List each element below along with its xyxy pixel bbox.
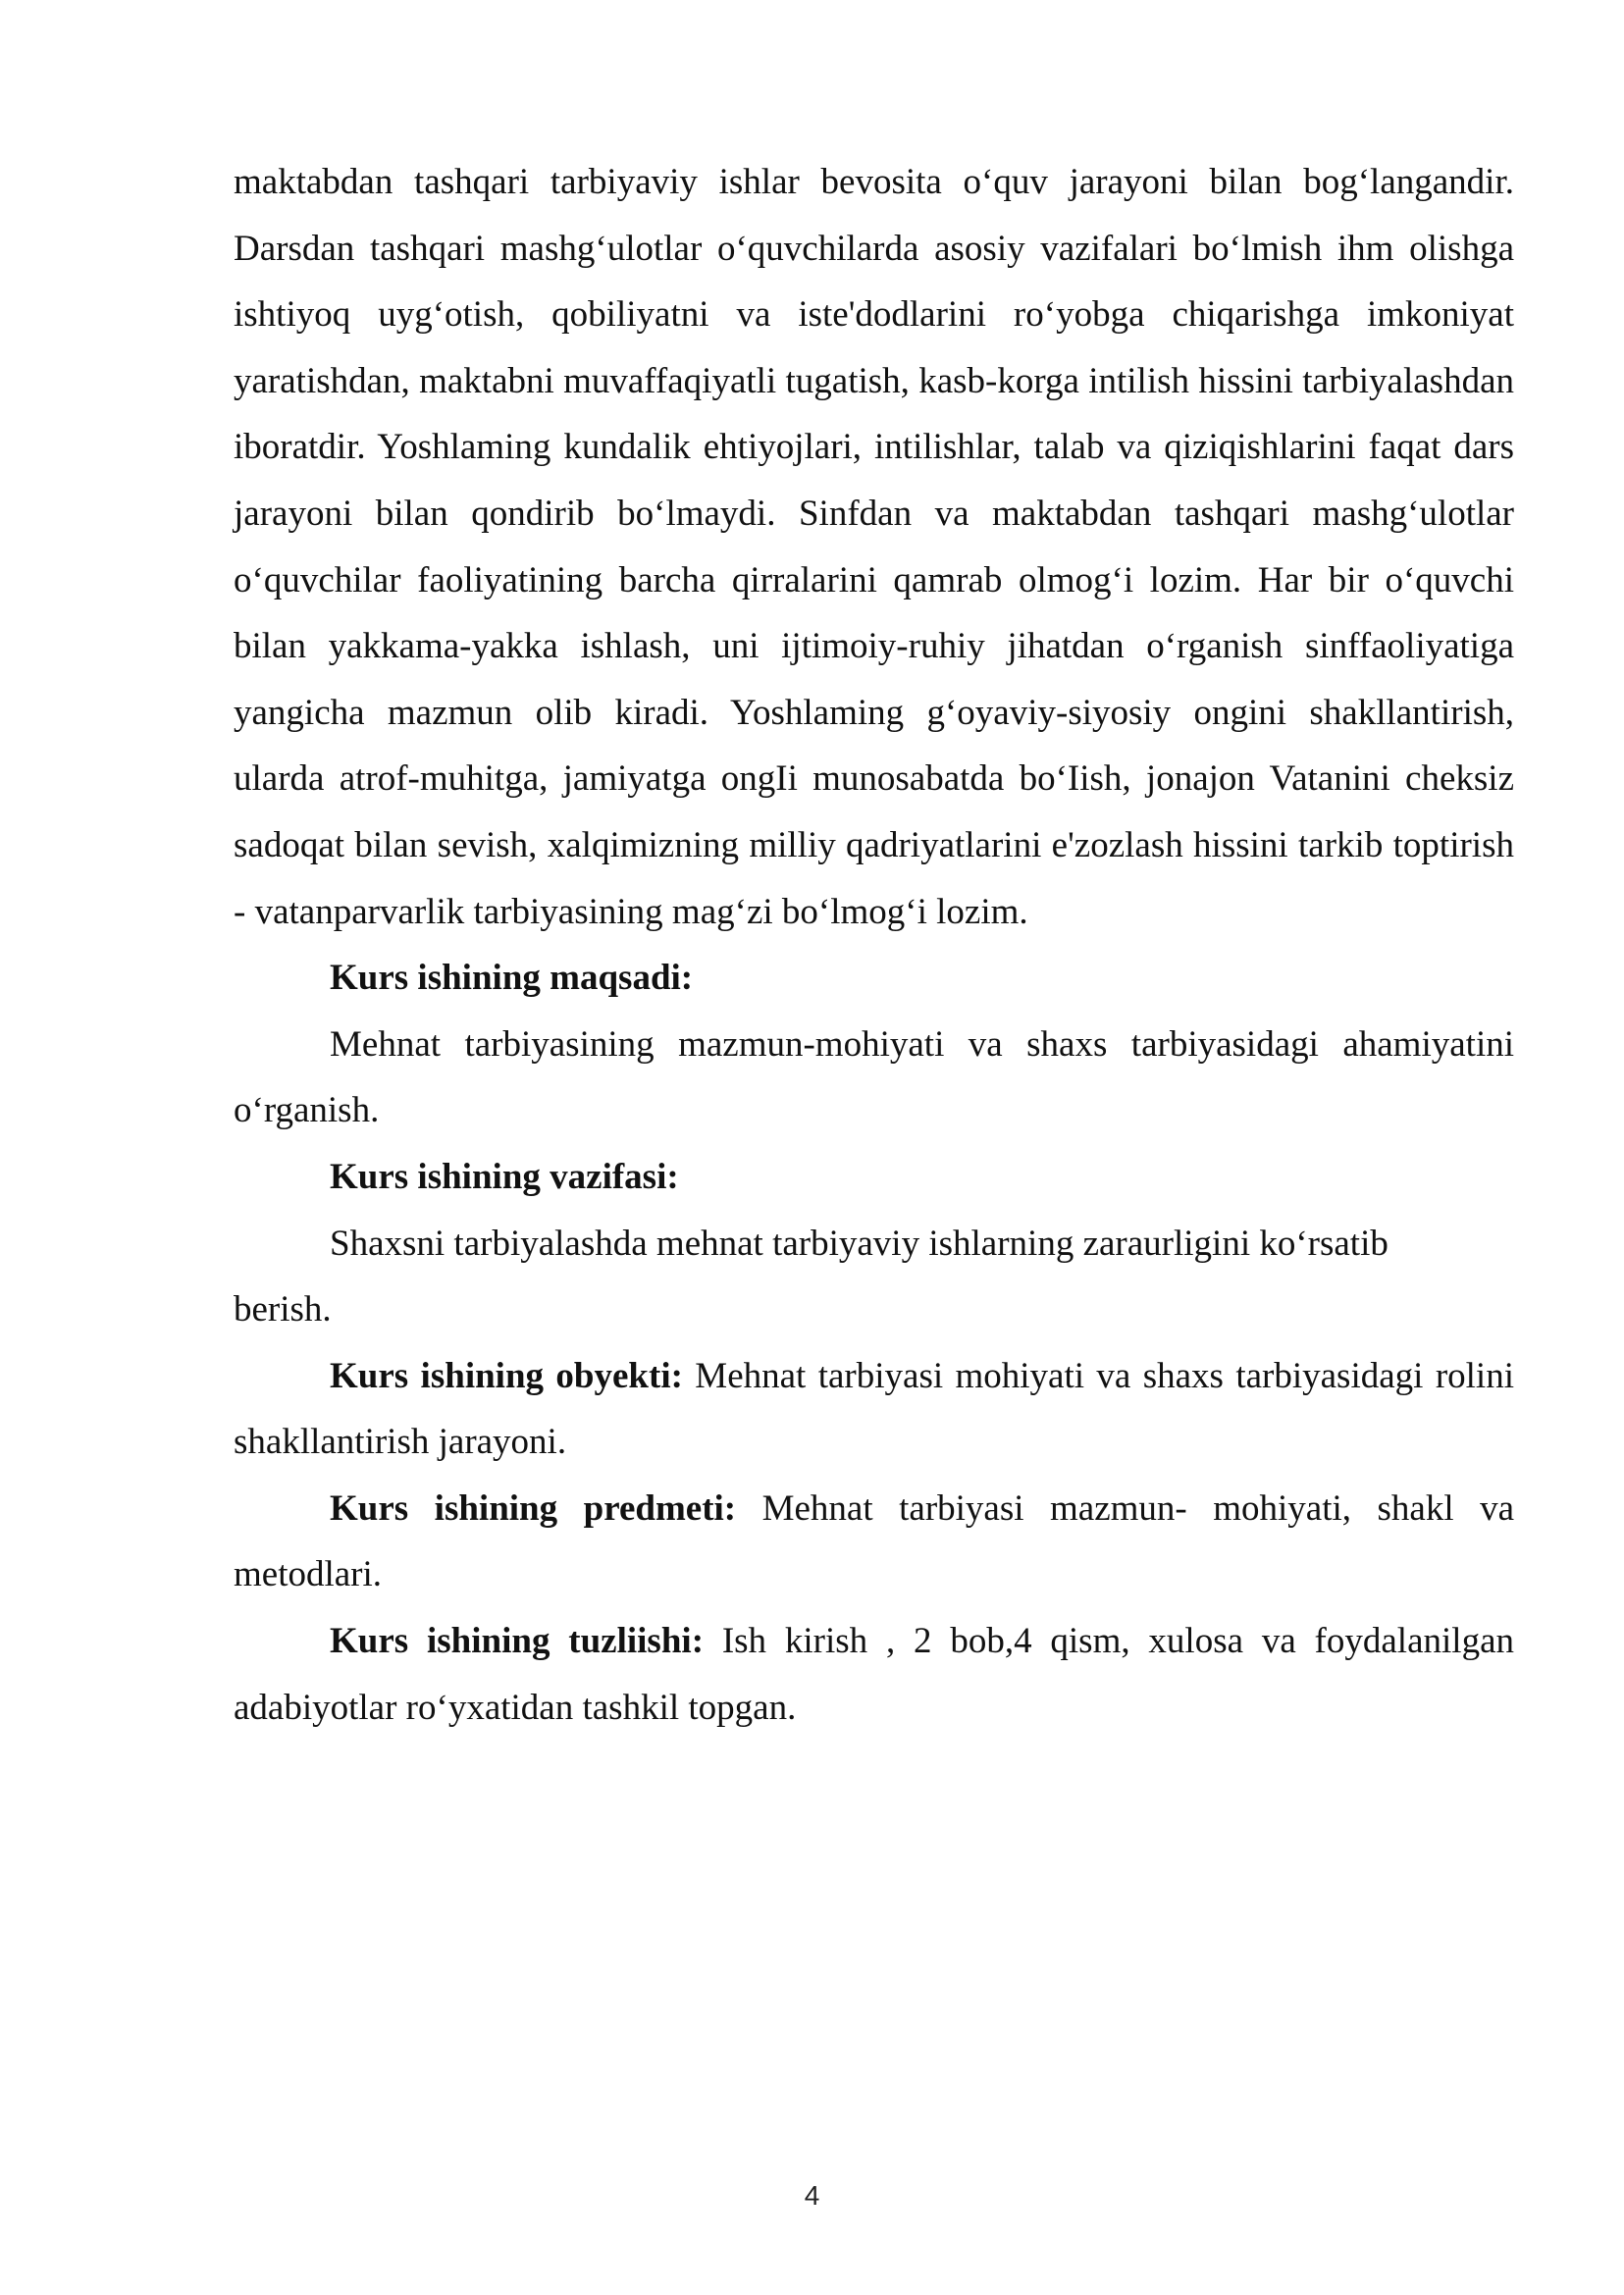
goal-text: Mehnat tarbiyasining mazmun-mohiyati va shaxs tarbiyasidagi ahamiyatini o‘rganish. <box>234 1023 1514 1131</box>
structure-paragraph <box>234 1608 1514 1741</box>
intro-paragraph: maktabdan tashqari tarbiyaviy ishlar bevosita o‘quv jarayoni bilan bog‘langandir. Darsdan tashqari mashg‘ulotlar o‘quvchilarda asosiy vazifalari bo‘lmish ihm olishga ishtiyoq uyg‘otish, qobiliyatni va iste'dodlarini ro‘yobga chiqarishga imkoniyat yaratishdan, maktabni muvaffaqiyatli tugatish, kasb-korga intilish hissini tarbiyalashdan iboratdir. Yoshlaming kundalik ehtiyojlari, intilishlar, talab va qiziqishlarini faqat dars jarayoni bilan qondirib bo‘lmaydi. Sinfdan va maktabdan tashqari mashg‘ulotlar o‘quvchilar faoliyatining barcha qirralarini qamrab olmog‘i lozim. Har bir o‘quvchi bilan yakkama-yakka ishlash, uni ijtimoiy-ruhiy jihatdan o‘rganish sinffaoliyatiga yangicha mazmun olib kiradi. Yoshlaming g‘oyaviy-siyosiy ongini shakllantirish, ularda atrof-muhitga, jamiyatga ongIi munosabatda bo‘Iish, jonajon Vatanini cheksiz sadoqat bilan sevish, xalqimizning milliy qadriyatlarini e'zozlash hissini tarkib toptirish - vatanparvarlik tarbiyasining mag‘zi bo‘lmog‘i lozim. <box>234 162 1514 932</box>
task-text-line1: Shaxsni tarbiyalashda mehnat tarbiyaviy ishlarning zaraurligini ko‘rsatib <box>330 1223 1388 1264</box>
object-paragraph <box>234 1343 1514 1476</box>
structure-text: Ish kirish , 2 bob,4 qism, xulosa va foydalanilgan adabiyotlar ro‘yxatidan tashkil topgan. <box>234 1621 1514 1728</box>
structure-label: Kurs ishining tuzliishi: <box>330 1621 705 1662</box>
document-page <box>234 149 1514 1741</box>
goal-heading: Kurs ishining maqsadi: <box>330 958 694 999</box>
subject-text: Mehnat tarbiyasi mazmun- mohiyati, shakl va metodlari. <box>234 1487 1514 1595</box>
task-text-line2: berish. <box>234 1289 332 1330</box>
subject-paragraph <box>234 1476 1514 1608</box>
object-text: Mehnat tarbiyasi mohiyati va shaxs tarbiyasidagi rolini shakllantirish jarayoni. <box>234 1355 1514 1463</box>
page-number: 4 <box>804 2180 820 2211</box>
task-heading: Kurs ishining vazifasi: <box>330 1156 679 1197</box>
object-label: Kurs ishining obyekti: <box>330 1355 683 1396</box>
subject-label: Kurs ishining predmeti: <box>330 1487 737 1529</box>
